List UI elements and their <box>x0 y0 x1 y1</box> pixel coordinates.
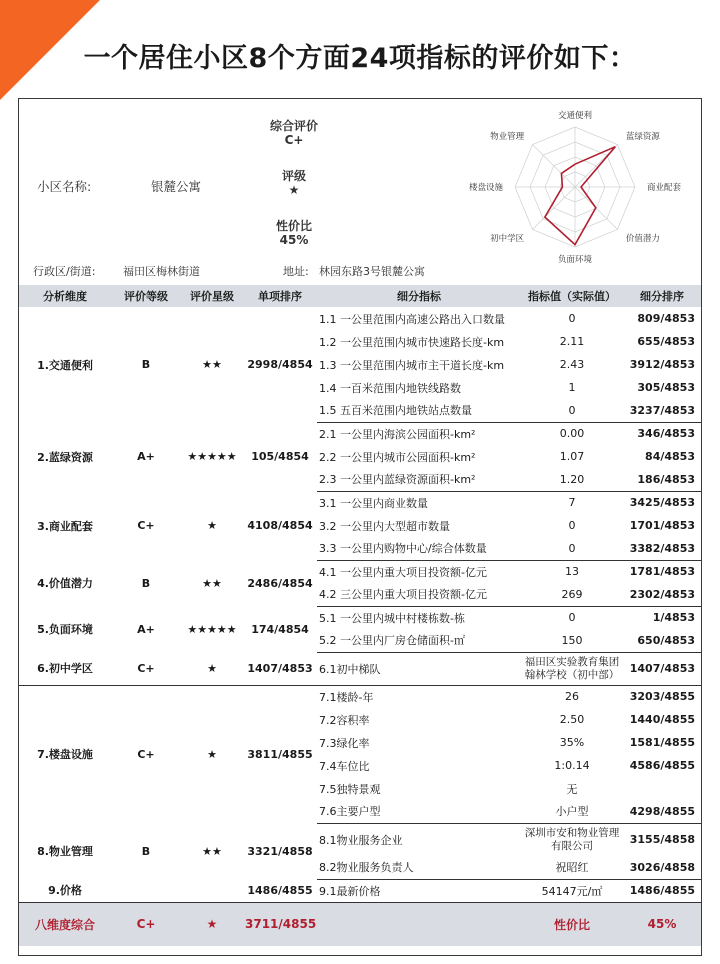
indicator-rank <box>623 777 701 800</box>
radar-axis-label: 初中学区 <box>490 233 525 244</box>
indicator-value: 0 <box>521 537 623 560</box>
indicator-rank: 4298/4855 <box>623 800 701 823</box>
indicator-value: 150 <box>521 629 623 652</box>
dimension-cell: 9.价格 <box>19 879 111 902</box>
indicator-label: 4.1 一公里内重大项目投资额-亿元 <box>319 565 487 579</box>
table-row <box>19 879 701 902</box>
table-row <box>19 491 701 514</box>
table-row <box>19 422 701 445</box>
indicator-rank: 2302/4853 <box>623 583 701 606</box>
grade-cell: C+ <box>111 652 181 685</box>
grade-cell: C+ <box>137 747 155 761</box>
indicator-value: 1:0.14 <box>554 759 590 772</box>
indicator-rank: 3425/4853 <box>629 496 695 510</box>
col-grade: 评价等级 <box>111 285 181 307</box>
table-row <box>19 560 701 583</box>
table-row <box>19 606 701 629</box>
indicator-rank: 3026/4858 <box>623 856 701 879</box>
grade-cell <box>111 879 181 902</box>
community-name: 银麓公寓 <box>151 179 202 194</box>
footer-row <box>19 902 701 946</box>
indicator-value: 26 <box>565 690 579 704</box>
indicator-label: 7.3绿化率 <box>319 736 370 750</box>
col-indicator: 细分指标 <box>317 285 521 307</box>
stars-cell: ★★★★★ <box>187 450 237 463</box>
rank-cell: 1407/4853 <box>243 652 317 685</box>
footer-grade: C+ <box>111 902 181 946</box>
rank-cell: 105/4854 <box>251 450 309 463</box>
table-row <box>19 652 701 685</box>
indicator-rank: 3912/4853 <box>629 358 695 371</box>
footer-rank: 3711/4855 <box>243 902 317 946</box>
grade-cell: A+ <box>137 450 155 463</box>
indicator-label: 3.3 一公里内购物中心/综合体数量 <box>317 537 521 560</box>
table-row <box>19 307 701 330</box>
indicator-label: 1.3 一公里范围内城市主干道长度-km <box>319 358 505 372</box>
indicator-rank: 1/4853 <box>652 611 695 625</box>
rank-cell: 174/4854 <box>251 622 309 636</box>
indicator-label: 8.1物业服务企业 <box>319 833 403 847</box>
indicator-label: 5.2 一公里内厂房仓储面积-㎡ <box>317 629 521 652</box>
indicator-value: 0 <box>568 611 576 625</box>
radar-axis-label: 楼盘设施 <box>468 183 503 193</box>
indicator-value: 福田区实验教育集团翰林学校（初中部） <box>521 652 623 685</box>
indicator-label: 2.3 一公里内蓝绿资源面积-km² <box>317 468 521 491</box>
dimension-cell: 1.交通便利 <box>37 358 93 372</box>
dimension-cell: 7.楼盘设施 <box>37 748 93 762</box>
page-title: 一个居住小区8个方面24项指标的评价如下： <box>83 43 637 74</box>
indicator-value: 35% <box>559 736 585 749</box>
rank-cell: 3321/4858 <box>247 844 313 858</box>
col-value: 指标值（实际值） <box>521 285 623 307</box>
overall-value: C+ <box>284 133 304 147</box>
grade-cell: B <box>141 844 151 858</box>
indicator-value: 269 <box>521 583 623 606</box>
indicator-value: 0 <box>521 399 623 422</box>
rank-cell: 2486/4854 <box>247 576 313 590</box>
indicator-value: 2.43 <box>559 358 585 371</box>
dimension-cell: 3.商业配套 <box>37 519 93 533</box>
stars-cell: ★ <box>181 652 243 685</box>
stars-cell: ★ <box>207 747 217 761</box>
indicator-value: 2.11 <box>559 335 585 348</box>
dimension-cell: 6.初中学区 <box>19 652 111 685</box>
indicator-label: 1.2 一公里范围内城市快速路长度-km <box>319 335 505 349</box>
grade-cell: A+ <box>137 622 155 636</box>
radar-axis-label: 交通便利 <box>557 111 593 121</box>
radar-axis-label: 物业管理 <box>490 132 525 143</box>
indicator-rank: 1407/4853 <box>623 652 701 685</box>
col-stars: 评价星级 <box>181 285 243 307</box>
stars-cell: ★ <box>207 519 217 532</box>
indicator-label: 1.4 一百米范围内地铁线路数 <box>319 381 461 395</box>
indicator-rank: 3203/4855 <box>629 690 695 704</box>
rating-stars: ★ <box>288 183 300 197</box>
indicator-value: 2.50 <box>559 713 585 726</box>
indicator-rank: 3155/4858 <box>629 833 695 847</box>
value-pct: 45% <box>279 233 309 247</box>
address-value: 林园东路3号银麓公寓 <box>319 265 425 278</box>
indicator-value: 祝昭红 <box>521 856 623 879</box>
indicator-label: 6.1初中梯队 <box>317 652 521 685</box>
district-label: 行政区/街道: <box>33 265 96 278</box>
indicator-value: 深圳市安和物业管理有限公司 <box>524 826 620 852</box>
indicator-rank: 186/4853 <box>623 468 701 491</box>
indicator-label: 2.1 一公里内海滨公园面积-km² <box>319 427 476 441</box>
rank-cell: 2998/4854 <box>247 358 313 371</box>
table-row <box>19 685 701 708</box>
indicator-label: 3.1 一公里内商业数量 <box>319 496 428 510</box>
indicator-rank: 650/4853 <box>623 629 701 652</box>
indicator-label: 7.2容积率 <box>319 713 370 727</box>
indicator-value: 0 <box>568 312 576 325</box>
indicator-value: 7 <box>568 496 576 510</box>
col-dimension: 分析维度 <box>19 285 111 307</box>
indicator-rank: 655/4853 <box>637 335 695 348</box>
indicator-label: 9.1最新价格 <box>317 879 521 902</box>
stars-cell: ★★ <box>202 576 222 590</box>
overall-label: 综合评价 <box>269 119 318 133</box>
radar-chart <box>457 105 697 277</box>
dimension-cell: 5.负面环境 <box>37 623 93 636</box>
radar-axis-label: 负面环境 <box>557 255 593 265</box>
radar-axis-label: 价值潜力 <box>625 233 660 244</box>
indicator-value: 13 <box>565 565 579 579</box>
col-sub-rank: 细分排序 <box>623 285 701 307</box>
grade-cell: B <box>141 576 151 590</box>
indicator-rank: 4586/4855 <box>629 759 695 772</box>
indicator-value: 1 <box>568 381 576 394</box>
indicator-value: 0.00 <box>559 427 585 441</box>
radar-axis-label: 蓝绿资源 <box>625 132 660 143</box>
indicator-rank: 1781/4853 <box>629 565 695 579</box>
dimension-cell: 4.价值潜力 <box>37 577 93 590</box>
indicator-value: 1.07 <box>559 450 585 463</box>
address-label: 地址: <box>283 265 309 278</box>
indicator-label: 1.1 一公里范围内高速公路出入口数量 <box>319 312 505 326</box>
indicator-label: 8.2物业服务负责人 <box>317 856 521 879</box>
rank-cell: 1486/4855 <box>243 879 317 902</box>
indicator-label: 2.2 一公里内城市公园面积-km² <box>319 450 476 464</box>
grade-cell: B <box>141 358 151 371</box>
dimension-cell: 8.物业管理 <box>37 845 93 858</box>
table-row <box>19 823 701 856</box>
col-rank: 单项排序 <box>243 285 317 307</box>
stars-cell: ★★ <box>202 844 222 858</box>
stars-cell: ★★ <box>202 358 222 371</box>
indicator-value: 1.20 <box>521 468 623 491</box>
rating-label: 评级 <box>281 169 306 183</box>
indicator-label: 3.2 一公里内大型超市数量 <box>319 519 450 533</box>
stars-cell: ★★★★★ <box>187 622 237 636</box>
indicator-label: 7.6主要户型 <box>317 800 521 823</box>
indicator-rank: 1440/4855 <box>629 713 695 726</box>
indicator-rank: 1486/4855 <box>623 879 701 902</box>
dimension-cell: 2.蓝绿资源 <box>37 450 93 464</box>
value-label: 性价比 <box>275 219 312 233</box>
footer-label: 八维度综合 <box>19 902 111 946</box>
indicator-rank: 305/4853 <box>637 381 695 394</box>
stars-cell <box>181 879 243 902</box>
indicator-value: 小户型 <box>521 800 623 823</box>
footer-stars: ★ <box>181 902 243 946</box>
grade-cell: C+ <box>137 519 155 532</box>
community-label: 小区名称: <box>37 179 92 194</box>
footer-value-label: 性价比 <box>521 902 623 946</box>
evaluation-card <box>18 98 702 956</box>
indicator-rank: 84/4853 <box>645 450 695 463</box>
indicator-rank: 809/4853 <box>637 312 695 325</box>
indicator-label: 7.1楼龄-年 <box>319 690 374 704</box>
table-header-row <box>19 285 701 307</box>
indicator-value: 54147元/㎡ <box>521 879 623 902</box>
district-value: 福田区梅林街道 <box>123 265 200 278</box>
indicator-rank: 3237/4853 <box>623 399 701 422</box>
indicator-rank: 1581/4855 <box>629 736 695 749</box>
rank-cell: 4108/4854 <box>247 519 313 532</box>
indicator-label: 1.5 五百米范围内地铁站点数量 <box>317 399 521 422</box>
rank-cell: 3811/4855 <box>247 747 313 761</box>
footer-value-pct: 45% <box>623 902 701 946</box>
indicator-value: 0 <box>568 519 576 532</box>
indicator-label: 5.1 一公里内城中村楼栋数-栋 <box>319 611 465 625</box>
indicator-rank: 3382/4853 <box>623 537 701 560</box>
indicator-rank: 346/4853 <box>637 427 695 441</box>
indicator-label: 4.2 三公里内重大项目投资额-亿元 <box>317 583 521 606</box>
indicator-table <box>19 285 701 946</box>
indicator-label: 7.4车位比 <box>319 759 370 773</box>
indicator-label: 7.5独特景观 <box>319 782 381 796</box>
summary-header <box>19 99 701 285</box>
indicator-value: 无 <box>566 782 578 796</box>
indicator-rank: 1701/4853 <box>629 519 695 532</box>
radar-axis-label: 商业配套 <box>647 183 682 193</box>
